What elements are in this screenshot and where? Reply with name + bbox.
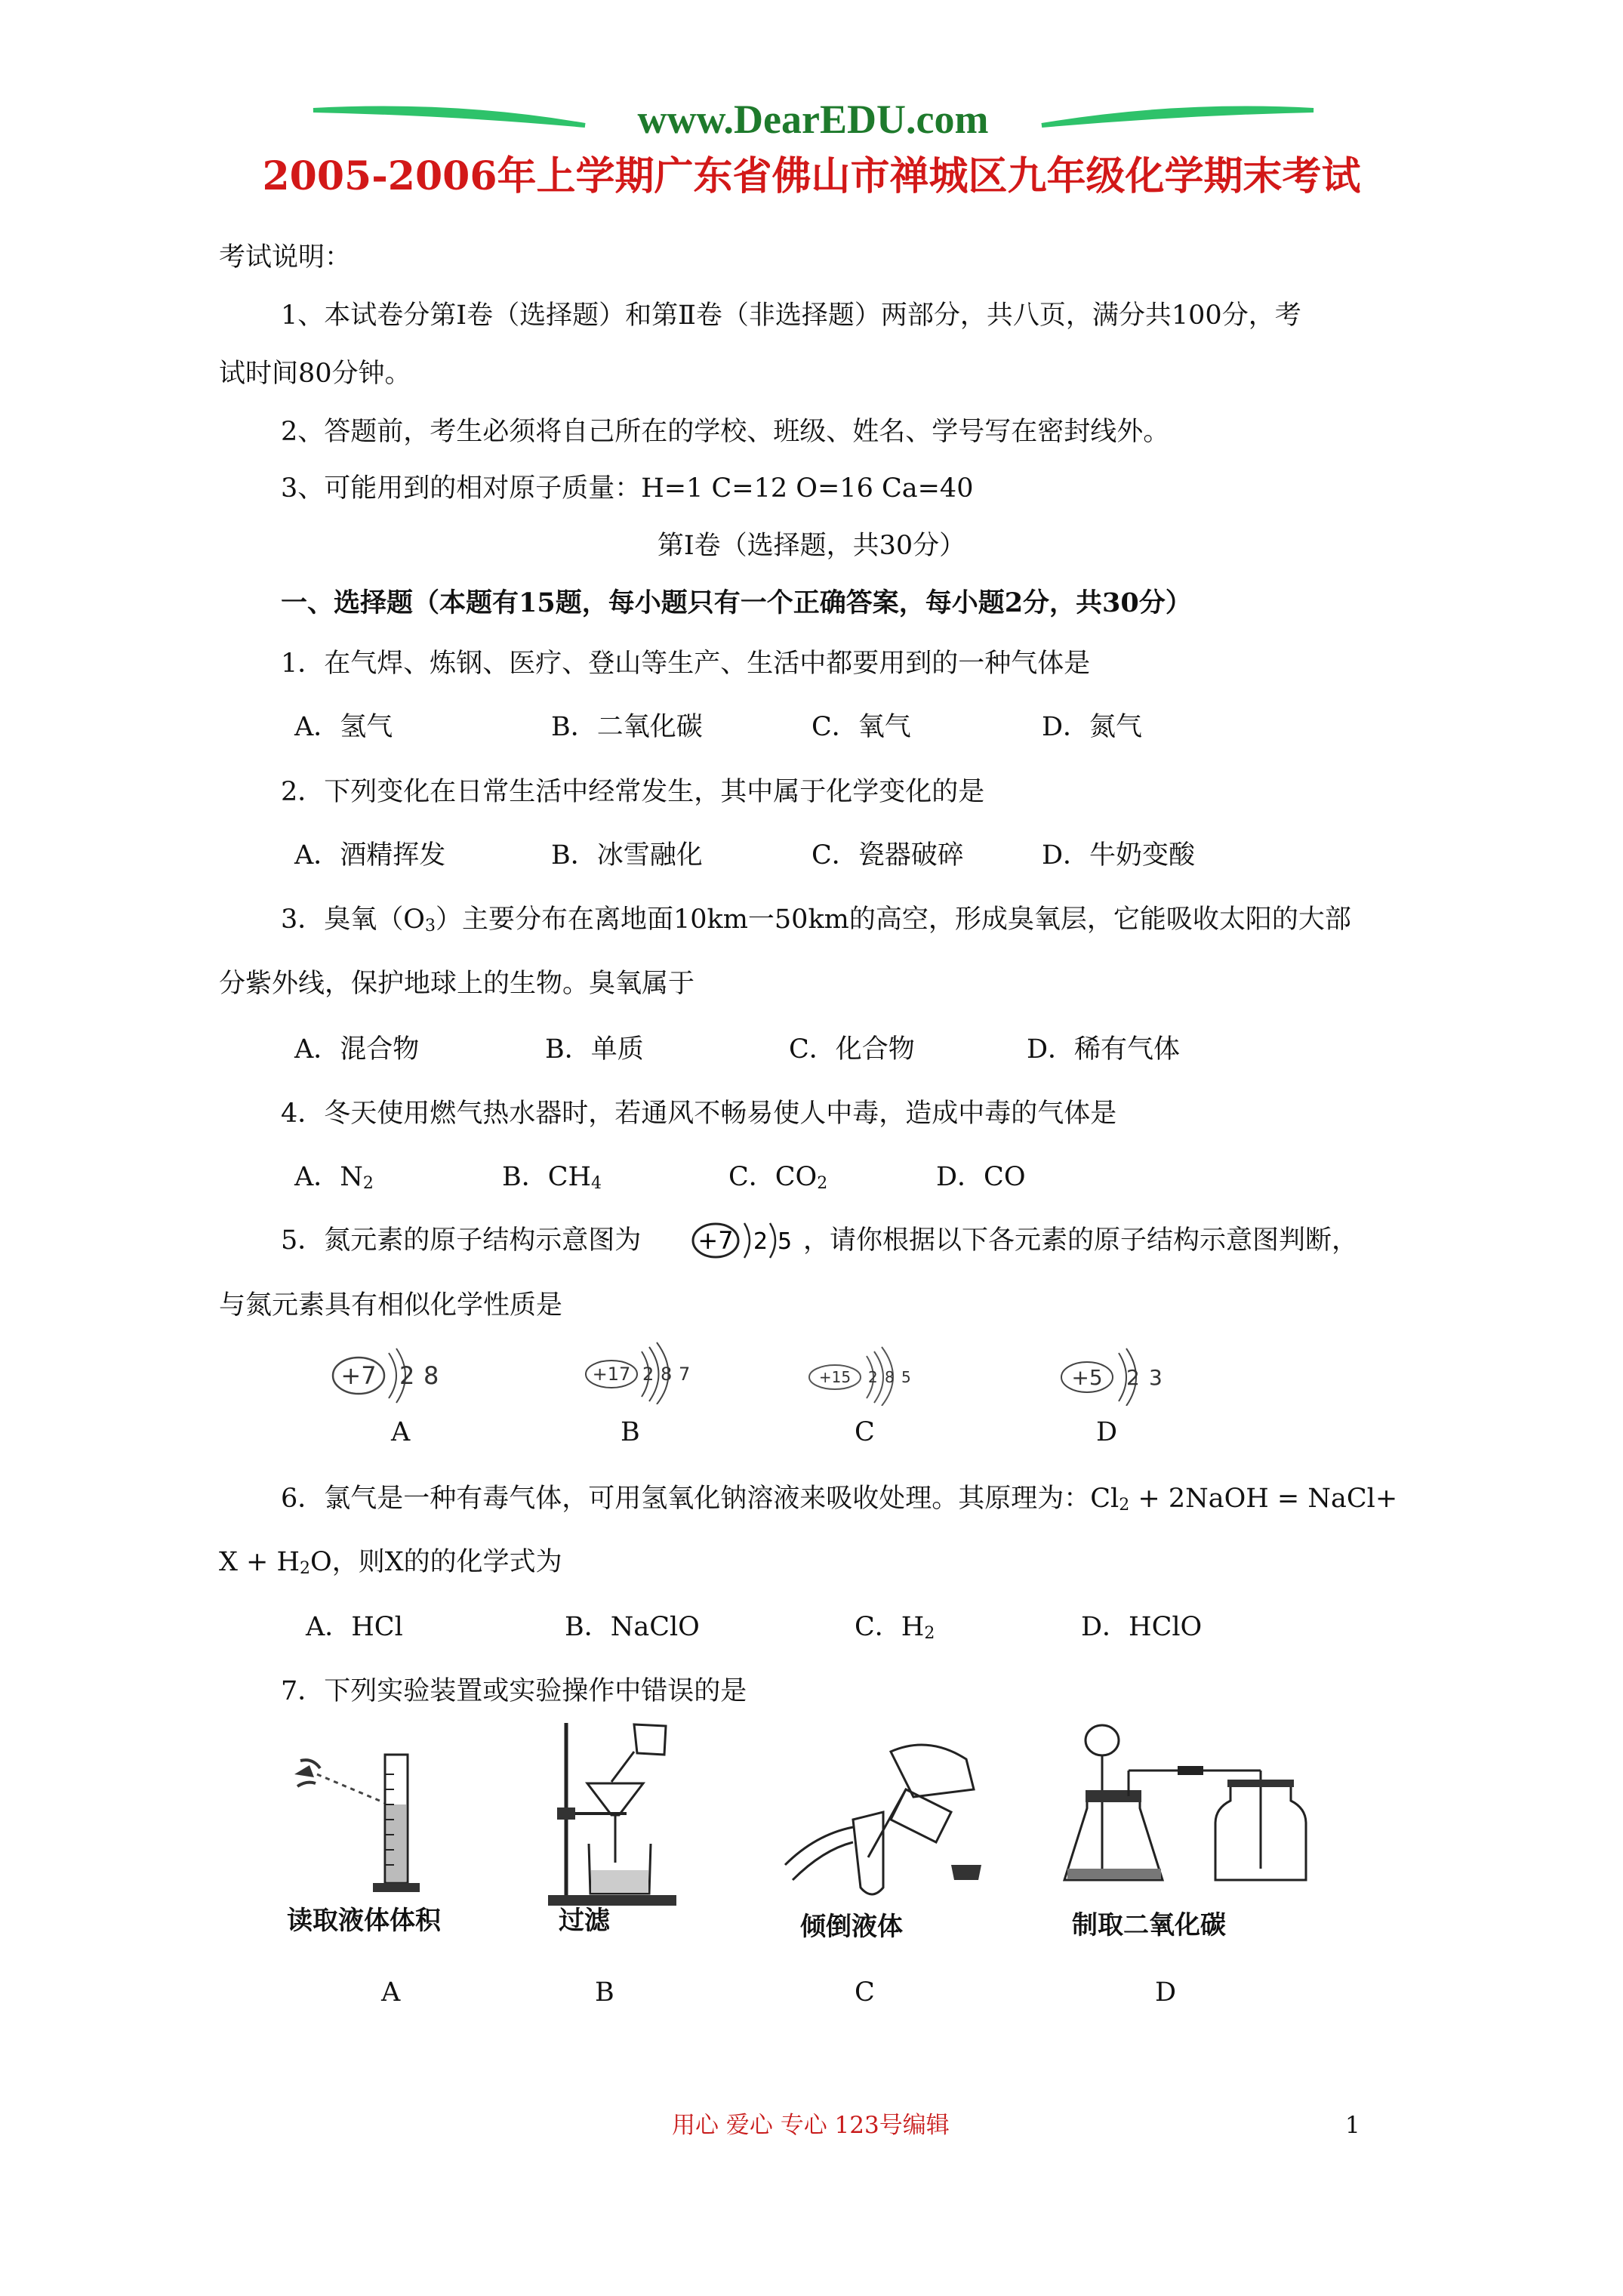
svg-text:3: 3 bbox=[1149, 1365, 1163, 1390]
figure-label-c: C bbox=[855, 1977, 875, 2008]
svg-text:2: 2 bbox=[642, 1364, 654, 1385]
logo-text: www.DearEDU.com bbox=[637, 97, 989, 142]
volume-title: 第Ⅰ卷（选择题，共30分） bbox=[657, 531, 966, 561]
q1-option-a: A．氢气 bbox=[294, 712, 393, 742]
q2-stem: 2．下列变化在日常生活中经常发生，其中属于化学变化的是 bbox=[281, 777, 985, 807]
atom-label-c: C bbox=[855, 1417, 875, 1447]
q3-option-c: C．化合物 bbox=[789, 1034, 915, 1065]
svg-text:+15: +15 bbox=[818, 1368, 852, 1386]
svg-text:8: 8 bbox=[423, 1361, 439, 1390]
q5-stem: 5．氮元素的原子结构示意图为 bbox=[281, 1225, 642, 1256]
instruction-1-line1: 1、本试卷分第Ⅰ卷（选择题）和第Ⅱ卷（非选择题）两部分，共八页，满分共100分，考 bbox=[281, 300, 1301, 331]
q3-option-a: A．混合物 bbox=[294, 1034, 420, 1065]
atom-label-a: A bbox=[391, 1417, 411, 1447]
svg-text:+5: +5 bbox=[1071, 1365, 1103, 1390]
figure-filtration bbox=[544, 1715, 687, 1912]
q7-stem: 7．下列实验装置或实验操作中错误的是 bbox=[281, 1676, 747, 1706]
q6-option-b: B．NaClO bbox=[565, 1612, 700, 1642]
nitrogen-atom-diagram bbox=[685, 1214, 799, 1267]
section-heading: 一、选择题（本题有15题，每小题只有一个正确答案，每小题2分，共30分） bbox=[281, 587, 1192, 618]
footer-text: 用心 爱心 专心 123号编辑 bbox=[672, 2112, 950, 2139]
svg-text:2: 2 bbox=[868, 1368, 878, 1386]
q3-option-d: D．稀有气体 bbox=[1027, 1034, 1181, 1065]
q6-stem-line2: $X + H_2O$，则X的的化学式为 bbox=[219, 1547, 562, 1578]
atom-label-d: D bbox=[1096, 1417, 1118, 1447]
atom-diagram-b bbox=[577, 1339, 744, 1404]
q1-option-d: D．氮气 bbox=[1042, 712, 1143, 742]
caption-read-volume: 读取液体体积 bbox=[287, 1906, 441, 1936]
svg-text:8: 8 bbox=[885, 1368, 895, 1386]
q3-stem-line2: 分紫外线，保护地球上的生物。臭氧属于 bbox=[219, 969, 695, 999]
caption-filtration: 过滤 bbox=[559, 1906, 610, 1936]
q4-option-c: C．$CO_2$ bbox=[728, 1162, 828, 1193]
q2-option-c: C．瓷器破碎 bbox=[812, 840, 964, 871]
svg-text:7: 7 bbox=[679, 1364, 691, 1385]
q4-option-b: B．$CH_4$ bbox=[502, 1162, 602, 1193]
figure-read-volume bbox=[287, 1744, 468, 1903]
q3-option-b: B．单质 bbox=[545, 1034, 644, 1065]
q1-stem: 1．在气焊、炼钢、医疗、登山等生产、生活中都要用到的一种气体是 bbox=[281, 649, 1091, 679]
atom-diagram-c bbox=[802, 1342, 968, 1406]
q1-option-c: C．氧气 bbox=[812, 712, 911, 742]
q4-option-a: A．$N_2$ bbox=[294, 1162, 374, 1193]
svg-text:5: 5 bbox=[901, 1368, 911, 1386]
instruction-1-line2: 试时间80分钟。 bbox=[219, 359, 411, 389]
atom-diagram-a bbox=[321, 1344, 472, 1404]
logo-banner bbox=[0, 97, 1623, 149]
q5-stem-b: ，请你根据以下各元素的原子结构示意图判断， bbox=[803, 1225, 1359, 1256]
svg-text:2: 2 bbox=[399, 1361, 415, 1390]
q6-option-a: A．HCl bbox=[306, 1612, 403, 1642]
q2-option-d: D．牛奶变酸 bbox=[1042, 840, 1196, 871]
svg-text:8: 8 bbox=[661, 1364, 673, 1385]
q2-option-a: A．酒精挥发 bbox=[294, 840, 446, 871]
q1-option-b: B．二氧化碳 bbox=[551, 712, 703, 742]
svg-text:5: 5 bbox=[778, 1228, 793, 1255]
q6-option-c: C．$H_2$ bbox=[855, 1612, 935, 1643]
q6-option-d: D．HClO bbox=[1081, 1612, 1203, 1642]
instruction-2: 2、答题前，考生必须将自己所在的学校、班级、姓名、学号写在密封线外。 bbox=[281, 417, 1170, 447]
q2-option-b: B．冰雪融化 bbox=[551, 840, 703, 871]
svg-text:+7: +7 bbox=[340, 1361, 377, 1390]
page-title: 2005-2006年上学期广东省佛山市禅城区九年级化学期末考试 bbox=[262, 153, 1361, 199]
caption-co2-apparatus: 制取二氧化碳 bbox=[1072, 1910, 1226, 1940]
atom-label-b: B bbox=[621, 1417, 640, 1447]
instruction-3: 3、可能用到的相对原子质量：H=1 C=12 O=16 Ca=40 bbox=[281, 473, 974, 504]
instructions-heading: 考试说明： bbox=[219, 242, 352, 273]
svg-text:2: 2 bbox=[1126, 1365, 1140, 1390]
figure-label-a: A bbox=[381, 1977, 401, 2008]
q4-option-d: D．CO bbox=[936, 1162, 1026, 1192]
figure-label-d: D bbox=[1155, 1977, 1177, 2008]
figure-co2-apparatus bbox=[1057, 1718, 1329, 1899]
eye-icon bbox=[294, 1760, 320, 1786]
svg-text:+17: +17 bbox=[592, 1364, 631, 1385]
q3-stem: 3．臭氧$(O_3)$主要分布在离地面10km一50km的高空，形成臭氧层，它能吸收太阳的大部 bbox=[281, 905, 1351, 935]
q6-stem: 6．氯气是一种有毒气体，可用氢氧化钠溶液来吸收处理。其原理为：$Cl_2$ + 2NaOH = NaCl+ bbox=[281, 1484, 1398, 1515]
svg-text:+7: +7 bbox=[698, 1226, 734, 1255]
svg-text:2: 2 bbox=[753, 1228, 768, 1255]
figure-label-b: B bbox=[595, 1977, 614, 2008]
q5-stem-line2: 与氮元素具有相似化学性质是 bbox=[219, 1290, 563, 1321]
figure-pour-liquid bbox=[778, 1729, 996, 1910]
page-number: 1 bbox=[1345, 2112, 1360, 2139]
atom-diagram-d bbox=[1051, 1342, 1202, 1406]
caption-pour-liquid: 倾倒液体 bbox=[800, 1912, 903, 1942]
q4-stem: 4．冬天使用燃气热水器时，若通风不畅易使人中毒，造成中毒的气体是 bbox=[281, 1099, 1117, 1129]
